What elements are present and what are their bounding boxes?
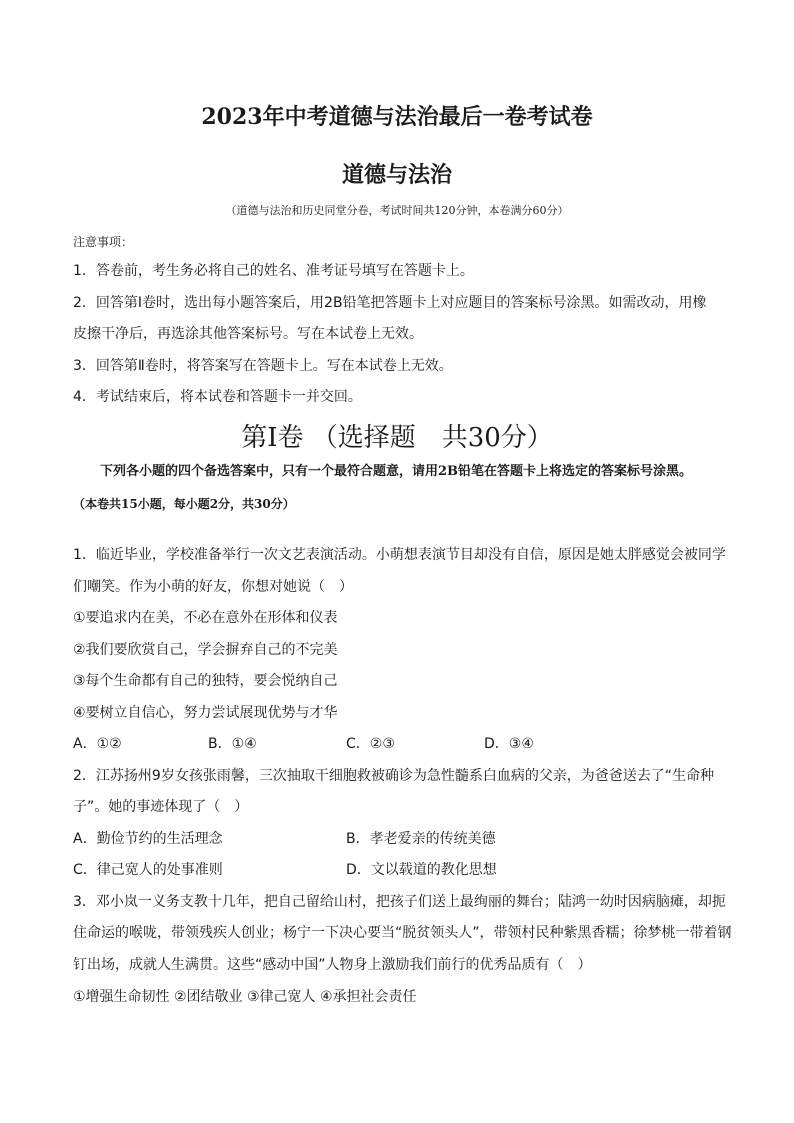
question-2-stem: 2．江苏扬州9岁女孩张雨馨，三次抽取干细胞救被确诊为急性髓系白血病的父亲，为爸爸送去了“生命种 (73, 768, 715, 784)
question-1-option-a: A．①② (73, 736, 122, 752)
subject-title: 道德与法治 (341, 162, 452, 188)
question-2-stem: 子”。她的事迹体现了（ ） (73, 799, 249, 815)
question-3-stem: 3．邓小岚一义务支教十几年，把自己留给山村，把孩子们送上最绚丽的舞台；陆鸿一幼时因病脑瘫，却扼 (73, 894, 726, 910)
question-1-stem: 1．临近毕业，学校准备举行一次文艺表演活动。小萌想表演节目却没有自信，原因是她太胖感觉会被同学 (73, 547, 726, 563)
section-title: 第Ⅰ卷 （选择题 共30分） (241, 423, 553, 453)
exam-subtitle: （道德与法治和历史同堂分卷，考试时间共120分钟，本卷满分60分） (225, 204, 569, 217)
question-1-option-b: B．①④ (208, 736, 257, 752)
question-2-option-b: B．孝老爱亲的传统美德 (346, 831, 496, 847)
notice-heading: 注意事项： (73, 235, 134, 249)
notice-item: 3．回答第Ⅱ卷时，将答案写在答题卡上。写在本试卷上无效。 (73, 358, 453, 374)
question-3-statements: ①增强生命韧性 ②团结敬业 ③律己宽人 ④承担社会责任 (73, 989, 417, 1005)
question-1-statement: ②我们要欣赏自己，学会摒弃自己的不完美 (73, 642, 338, 658)
question-2-option-c: C．律己宽人的处事准则 (73, 862, 223, 878)
question-3-stem: 钉出场，成就人生满贯。这些“感动中国”人物身上激励我们前行的优秀品质有（ ） (73, 957, 592, 973)
question-1-option-d: D．③④ (484, 736, 534, 752)
notice-item: 2．回答第Ⅰ卷时，选出每小题答案后，用2B铅笔把答题卡上对应题目的答案标号涂黑。如需改动，用橡 (73, 295, 707, 311)
exam-title: 2023年中考道德与法治最后一卷考试卷 (201, 104, 593, 130)
question-1-statement: ④要树立自信心，努力尝试展现优势与才华 (73, 705, 338, 721)
section-note: （本卷共15小题，每小题2分，共30分） (73, 497, 295, 511)
question-1-stem: 们嘲笑。作为小萌的好友，你想对她说（ ） (73, 579, 353, 595)
notice-item: 皮擦干净后，再选涂其他答案标号。写在本试卷上无效。 (73, 326, 423, 342)
question-1-statement: ①要追求内在美，不必在意外在形体和仪表 (73, 610, 338, 626)
section-instruction: 下列各小题的四个备选答案中，只有一个最符合题意，请用2B铅笔在答题卡上将选定的答案标号涂黑。 (100, 464, 693, 479)
notice-item: 1．答卷前，考生务必将自己的姓名、准考证号填写在答题卡上。 (73, 263, 474, 279)
question-3-stem: 住命运的喉咙，带领残疾人创业；杨宁一下决心要当“脱贫领头人”，带领村民种紫黑香糯；徐梦桃一带着钢 (73, 925, 732, 941)
question-1-option-c: C．②③ (346, 736, 395, 752)
question-2-option-a: A．勤俭节约的生活理念 (73, 831, 223, 847)
question-1-statement: ③每个生命都有自己的独特，要会悦纳自己 (73, 673, 338, 689)
question-2-option-d: D．文以载道的教化思想 (346, 862, 497, 878)
notice-item: 4．考试结束后，将本试卷和答题卡一并交回。 (73, 389, 362, 405)
